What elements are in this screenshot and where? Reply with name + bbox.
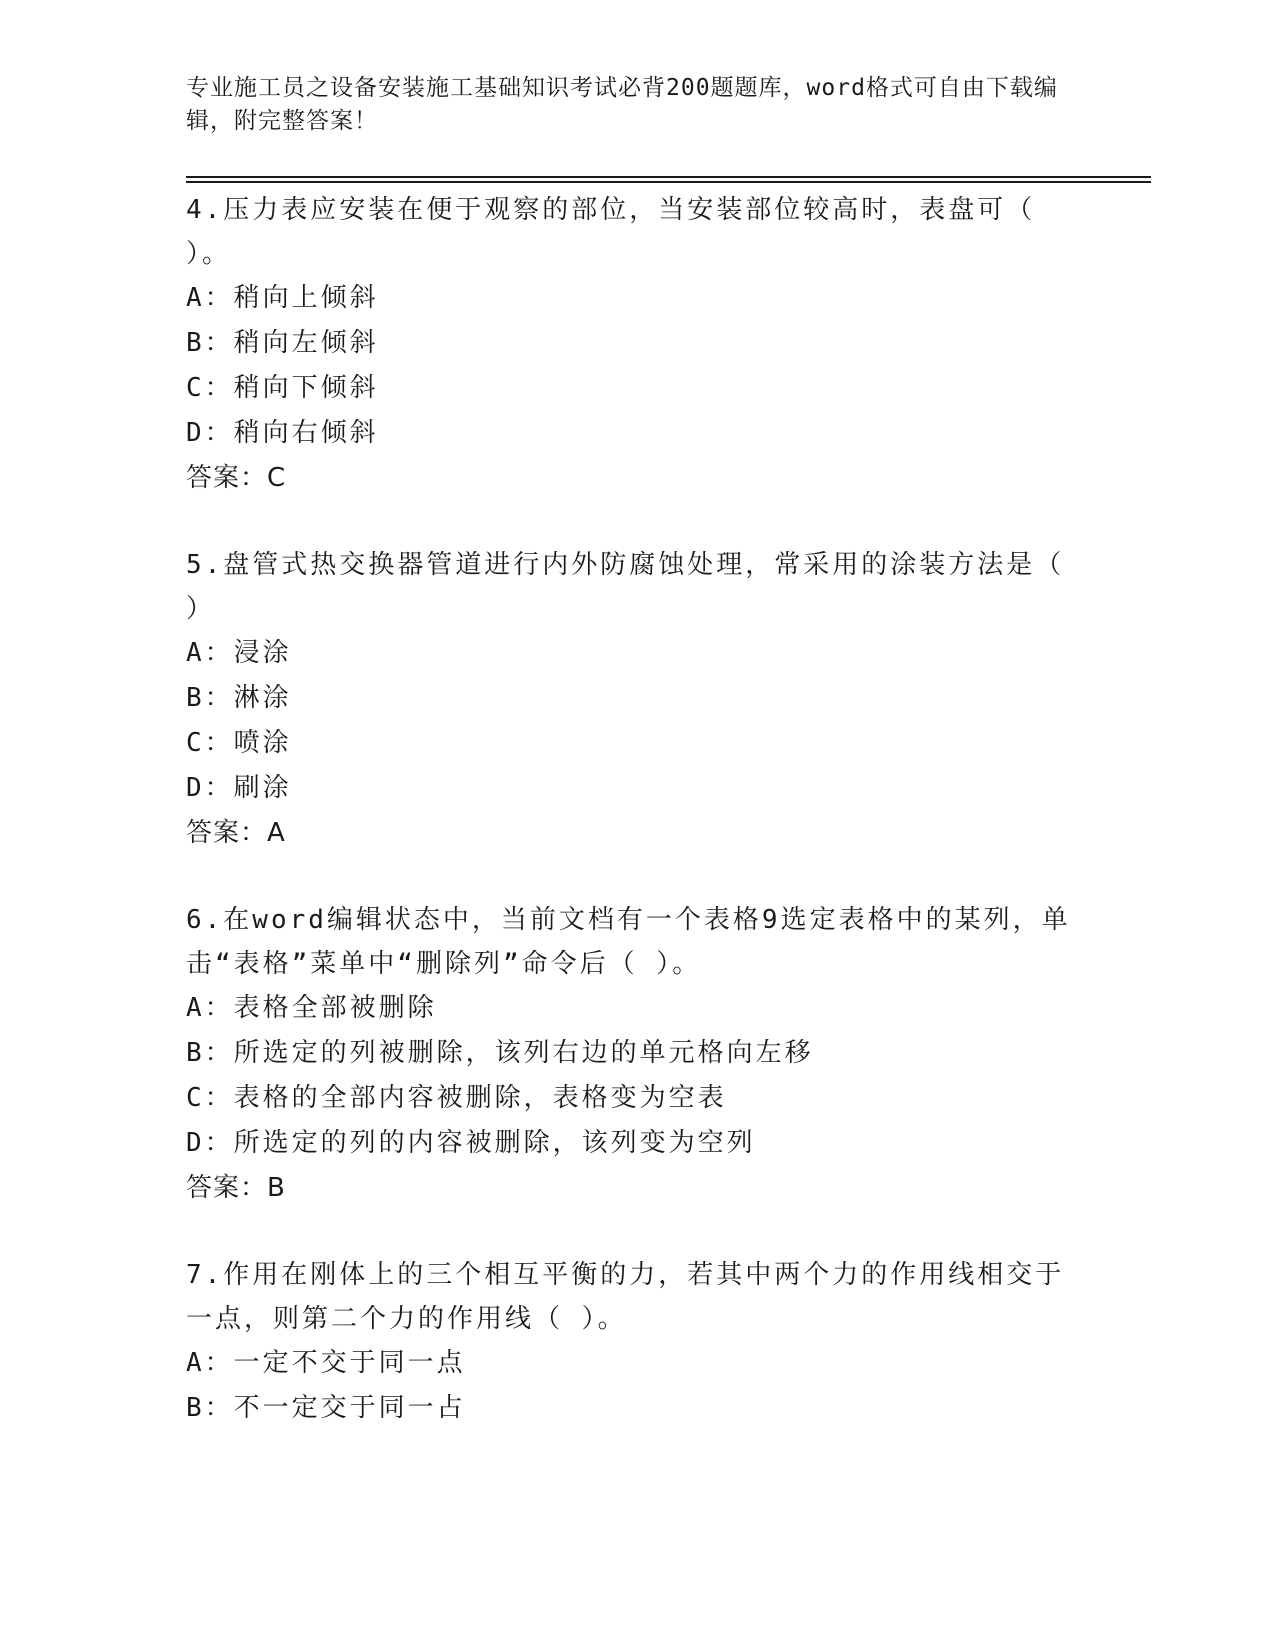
header-divider-top xyxy=(186,176,1151,178)
answer-text: 答案：A xyxy=(186,818,286,848)
question-block xyxy=(186,188,1076,501)
option-b: B：不一定交于同一占 xyxy=(186,1393,466,1423)
option-d: D：稍向右倾斜 xyxy=(186,418,379,448)
document-header: 专业施工员之设备安装施工基础知识考试必背200题题库，word格式可自由下载编辑，附完整答案！ xyxy=(186,75,1058,134)
option-c: C：表格的全部内容被删除，表格变为空表 xyxy=(186,1083,727,1113)
option-a: A：浸涂 xyxy=(186,638,292,668)
question-stem: 5.盘管式热交换器管道进行内外防腐蚀处理，常采用的涂装方法是（ ） xyxy=(186,550,1065,624)
option-d: D：所选定的列的内容被删除，该列变为空列 xyxy=(186,1128,756,1158)
option-c: C：稍向下倾斜 xyxy=(186,373,379,403)
option-b: B：淋涂 xyxy=(186,683,292,713)
option-c: C：喷涂 xyxy=(186,728,292,758)
question-stem: 4.压力表应安装在便于观察的部位，当安装部位较高时，表盘可（ ）。 xyxy=(186,195,1036,269)
header-divider-bottom xyxy=(186,181,1151,183)
option-b: B：稍向左倾斜 xyxy=(186,328,379,358)
question-block xyxy=(186,1253,1076,1431)
question-list xyxy=(186,188,1076,1473)
answer-text: 答案：B xyxy=(186,1173,286,1203)
question-stem: 7.作用在刚体上的三个相互平衡的力，若其中两个力的作用线相交于一点，则第二个力的作用线（ ）。 xyxy=(186,1260,1065,1334)
question-stem: 6.在word编辑状态中，当前文档有一个表格9选定表格中的某列，单击“表格”菜单中“删除列”命令后（ ）。 xyxy=(186,905,1071,979)
answer-text: 答案：C xyxy=(186,463,287,493)
question-block xyxy=(186,898,1076,1211)
option-a: A：稍向上倾斜 xyxy=(186,283,379,313)
option-a: A：表格全部被删除 xyxy=(186,993,437,1023)
option-a: A：一定不交于同一点 xyxy=(186,1348,466,1378)
option-d: D：刷涂 xyxy=(186,773,292,803)
option-b: B：所选定的列被删除，该列右边的单元格向左移 xyxy=(186,1038,814,1068)
question-block xyxy=(186,543,1076,856)
